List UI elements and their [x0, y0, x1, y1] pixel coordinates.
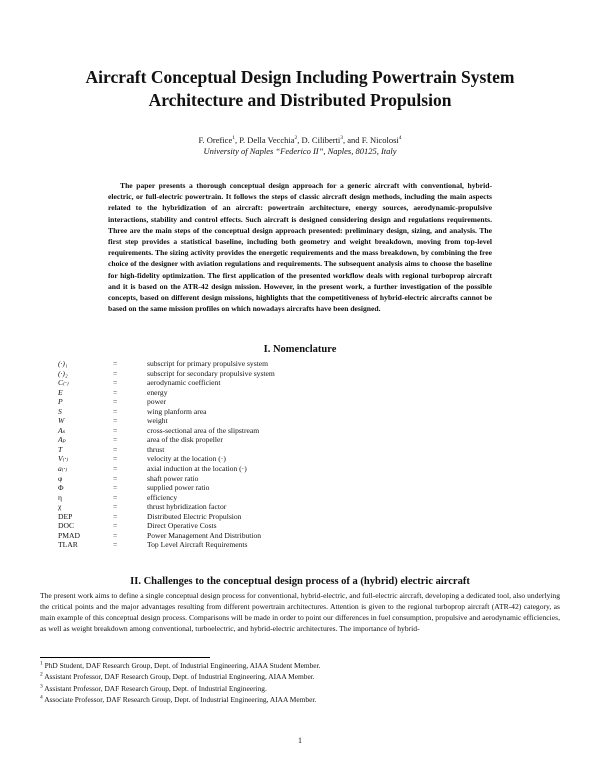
- nomenclature-definition: aerodynamic coefficient: [147, 378, 221, 388]
- nomenclature-symbol: a₍·₎: [58, 464, 68, 474]
- footnote: [40, 660, 560, 671]
- nomenclature-row: [58, 493, 538, 503]
- nomenclature-symbol: S: [58, 406, 62, 416]
- nomenclature-equals: =: [113, 368, 118, 378]
- footnote-text: PhD Student, DAF Research Group, Dept. of Industrial Engineering, AIAA Student Member.: [44, 661, 321, 670]
- footnote-number: 4: [40, 694, 43, 701]
- footnote-text: Assistant Professor, DAF Research Group, Dept. of Industrial Engineering.: [44, 683, 267, 693]
- nomenclature-equals: =: [113, 464, 118, 474]
- author-separator: , and: [343, 135, 362, 145]
- author-affil-marker: 2: [294, 135, 298, 142]
- nomenclature-definition: thrust: [147, 444, 165, 454]
- nomenclature-row: [58, 359, 538, 369]
- footnote: [40, 694, 560, 705]
- nomenclature-equals: =: [113, 359, 118, 368]
- author-separator: ,: [234, 135, 240, 145]
- nomenclature-equals: =: [113, 492, 118, 502]
- nomenclature-row: [58, 407, 538, 417]
- nomenclature-definition: velocity at the location (·): [147, 454, 226, 464]
- nomenclature-row: [58, 388, 538, 398]
- nomenclature-equals: =: [113, 387, 118, 397]
- footnote: [40, 683, 560, 694]
- nomenclature-symbol: (·)₂: [58, 368, 68, 378]
- nomenclature-equals: =: [113, 483, 118, 493]
- nomenclature-equals: =: [113, 473, 118, 483]
- nomenclature-definition: subscript for secondary propulsive system: [147, 368, 275, 378]
- author-separator: ,: [297, 135, 302, 145]
- nomenclature-symbol: η: [58, 492, 62, 502]
- nomenclature-definition: efficiency: [147, 492, 178, 502]
- footnote-number: 2: [40, 671, 43, 678]
- author-affil-marker: 4: [398, 135, 402, 142]
- author-affil-marker: 3: [340, 135, 344, 142]
- nomenclature-equals: =: [113, 454, 118, 464]
- author-name: P. Della Vecchia: [239, 135, 295, 145]
- nomenclature-definition: area of the disk propeller: [147, 435, 223, 445]
- nomenclature-definition: Direct Operative Costs: [147, 521, 217, 531]
- nomenclature-equals: =: [113, 511, 118, 521]
- nomenclature-symbol: Aₚ: [58, 435, 66, 445]
- nomenclature-equals: =: [113, 416, 118, 426]
- author-name: D. Ciliberti: [301, 135, 341, 145]
- affiliation: University of Naples “Federico II”, Naples, 80125, Italy: [203, 146, 397, 156]
- nomenclature-equals: =: [113, 406, 118, 416]
- author-affil-marker: 1: [232, 135, 235, 142]
- nomenclature-row: [58, 483, 538, 493]
- footnote-text: Assistant Professor, DAF Research Group, Dept. of Industrial Engineering, AIAA Member.: [44, 672, 315, 682]
- title-line-1: Aircraft Conceptual Design Including Powertrain System: [85, 67, 515, 87]
- nomenclature-symbol: Φ: [58, 483, 64, 493]
- nomenclature-definition: subscript for primary propulsive system: [147, 359, 269, 368]
- nomenclature-symbol: V₍·₎: [58, 454, 69, 464]
- nomenclature-row: [58, 474, 538, 484]
- nomenclature-equals: =: [113, 397, 118, 407]
- nomenclature-equals: =: [113, 444, 118, 454]
- nomenclature-symbol: φ: [58, 473, 63, 483]
- footnote: [40, 671, 560, 682]
- nomenclature-symbol: P: [58, 397, 63, 407]
- nomenclature-definition: Distributed Electric Propulsion: [147, 511, 242, 521]
- nomenclature-row: [58, 454, 538, 464]
- nomenclature-definition: supplied power ratio: [147, 483, 210, 493]
- author-name: F. Nicolosi: [361, 135, 399, 145]
- page-number: 1: [298, 736, 302, 745]
- abstract: The paper presents a thorough conceptual design approach for a generic aircraft with conventional, hybrid-electric, or full-electric powertrain. It follows the steps of classic aircraft design methods, including the main aspects related to the hybridization of an aircraft: powertrain architecture, energy sources, aerodynamic-propulsive interactions, stability and control effects. Such aircraft is designed considering design and regulations requirements. Three are the main steps of the conceptual design approach presented: preliminary design, sizing, and analysis. The first step provides a statistical baseline, including both geometry and weight breakdown, moving from top-level requirements. The sizing activity provides the energetic requirements and the mass breakdown, by combining the free choice of the designer with aviation regulations and requirements. The subsequent analysis aims to choose the baseline for high-fidelity optimization. The first application of the presented workflow deals with regional turboprop aircraft and it is based on the ATR-42 design mission. However, in the present work, a further investigation of the possible concepts, based on different design missions, highlights that the competitiveness of hybrid-electric aircrafts cannot be based on the same mission profiles on which nowadays aircrafts have been designed.: [108, 181, 492, 314]
- nomenclature-row: [58, 531, 538, 541]
- nomenclature-definition: energy: [147, 387, 168, 397]
- footnotes: [40, 660, 560, 705]
- nomenclature-symbol: χ: [58, 502, 62, 512]
- nomenclature-row: [58, 435, 538, 445]
- author-name: F. Orefice: [198, 135, 233, 145]
- nomenclature-list: [58, 359, 538, 550]
- nomenclature-definition: weight: [147, 416, 168, 426]
- nomenclature-symbol: (·)₁: [58, 359, 68, 368]
- nomenclature-row: [58, 540, 538, 550]
- nomenclature-definition: power: [147, 397, 166, 407]
- section-body-text: The present work aims to define a single conceptual design process for conventional, hybrid-electric, and full-electric aircraft, developing a dedicated tool, also underlying the critical points and the major advantages resulting from different powertrain architectures. Attention is given to the regional turboprop aircraft (ATR-42) category, as main example of this conceptual design process. Comparisons will be made in order to point our differences in fuel consumption, propulsive and aerodynamic efficiencies, as well as weight breakdown among conventional, turboelectric, and hybrid-electric architectures. The importance of hybrid-: [40, 591, 560, 633]
- section-heading-challenges: II. Challenges to the conceptual design process of a (hybrid) electric aircraft: [130, 576, 470, 587]
- nomenclature-symbol: T: [58, 444, 63, 454]
- nomenclature-symbol: E: [58, 387, 63, 397]
- nomenclature-definition: wing planform area: [147, 406, 207, 416]
- nomenclature-equals: =: [113, 530, 118, 540]
- nomenclature-equals: =: [113, 435, 118, 445]
- nomenclature-row: [58, 426, 538, 436]
- nomenclature-row: [58, 502, 538, 512]
- section-heading-nomenclature: I. Nomenclature: [263, 344, 337, 355]
- nomenclature-row: [58, 464, 538, 474]
- nomenclature-symbol: DOC: [58, 521, 75, 531]
- nomenclature-equals: =: [113, 502, 118, 512]
- nomenclature-row: [58, 416, 538, 426]
- footnote-text: Associate Professor, DAF Research Group, Dept. of Industrial Engineering, AIAA Member.: [44, 694, 317, 704]
- nomenclature-row: [58, 397, 538, 407]
- footnote-number: 1: [40, 660, 43, 667]
- paper-title: [40, 66, 560, 112]
- nomenclature-definition: shaft power ratio: [147, 473, 199, 483]
- nomenclature-symbol: W: [58, 416, 65, 426]
- footnote-divider: [40, 657, 210, 658]
- nomenclature-equals: =: [113, 378, 118, 388]
- author-list: [40, 135, 560, 146]
- nomenclature-symbol: PMAD: [58, 530, 80, 540]
- nomenclature-symbol: DEP: [58, 511, 73, 521]
- nomenclature-definition: Power Management And Distribution: [147, 530, 262, 540]
- nomenclature-equals: =: [113, 540, 118, 550]
- nomenclature-row: [58, 369, 538, 379]
- nomenclature-definition: cross-sectional area of the slipstream: [147, 425, 260, 435]
- nomenclature-row: [58, 521, 538, 531]
- nomenclature-symbol: Aₛ: [58, 425, 66, 435]
- nomenclature-symbol: TLAR: [58, 540, 78, 550]
- nomenclature-equals: =: [113, 425, 118, 435]
- nomenclature-row: [58, 512, 538, 522]
- nomenclature-symbol: C₍·₎: [58, 378, 69, 388]
- nomenclature-equals: =: [113, 521, 118, 531]
- nomenclature-row: [58, 445, 538, 455]
- footnote-number: 3: [40, 683, 43, 690]
- nomenclature-definition: axial induction at the location (·): [147, 464, 247, 474]
- nomenclature-definition: Top Level Aircraft Requirements: [147, 540, 248, 550]
- nomenclature-definition: thrust hybridization factor: [147, 502, 227, 512]
- title-line-2: Architecture and Distributed Propulsion: [148, 90, 452, 110]
- nomenclature-row: [58, 378, 538, 388]
